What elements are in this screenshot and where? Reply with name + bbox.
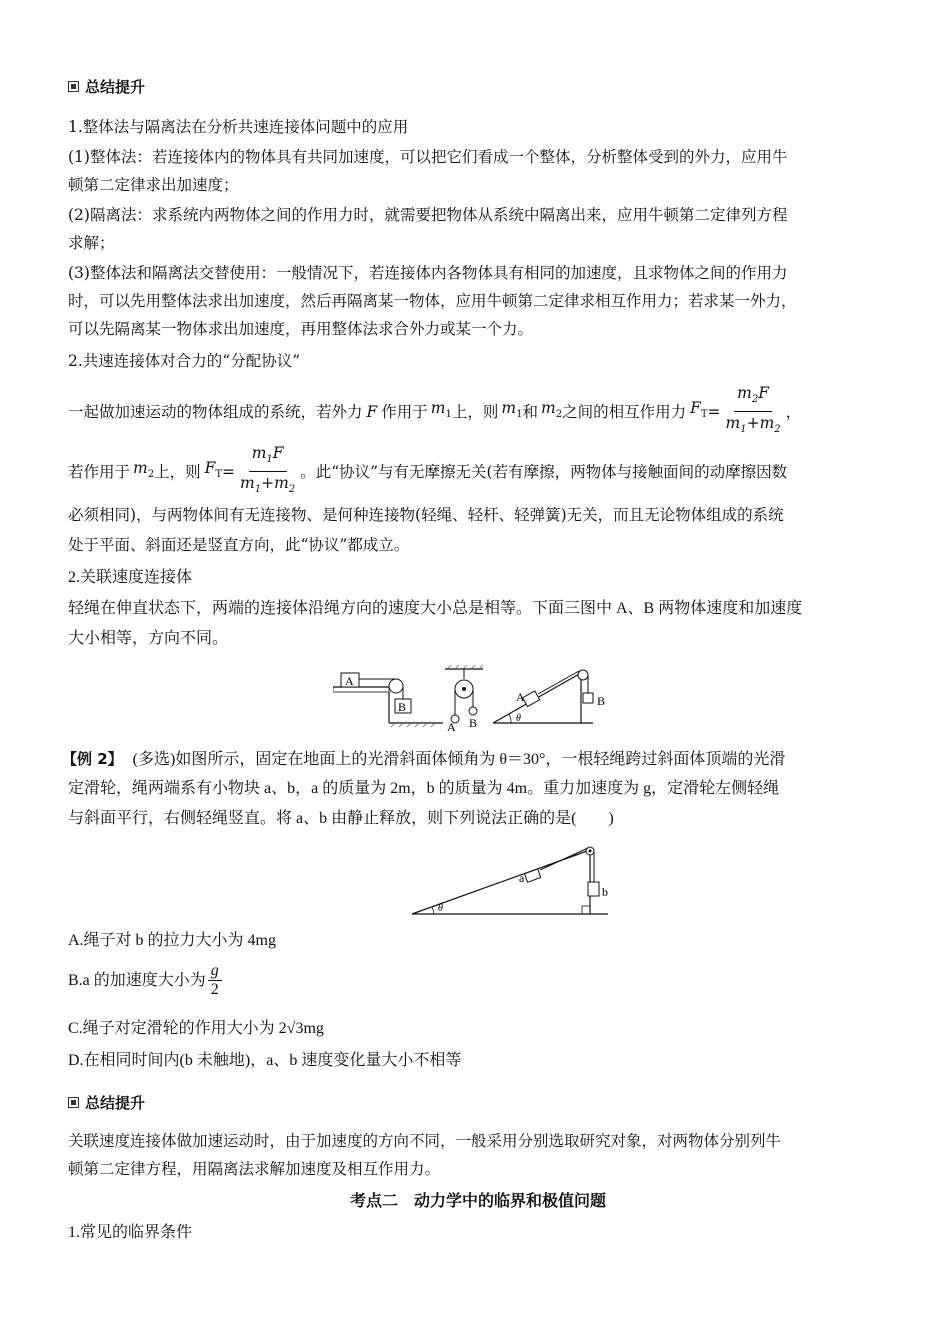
diagram-ceiling-pulley: [445, 665, 483, 734]
section-heading: 2.共速连接体对合力的“分配协议”: [68, 352, 301, 370]
section-heading: 2.关联速度连接体: [68, 569, 193, 586]
summary-header: [68, 76, 145, 97]
paragraph-line: 大小相等，方向不同。: [68, 630, 229, 647]
paragraph-line: 必须相同)，与两物体间有无连接物、是何种连接物(轻绳、轻杆、轻弹簧)无关，而且无论物体组成的系统: [68, 506, 784, 524]
option-C: C.绳子对定滑轮的作用大小为 2√3mg: [68, 1020, 324, 1037]
paragraph-line: 顿第二定律方程，用隔离法求解加速度及相互作用力。: [68, 1160, 441, 1178]
section-title: 考点二 动力学中的临界和极值问题: [349, 1191, 606, 1210]
paragraph-line: (1)整体法：若连接体内的物体具有共同加速度，可以把它们看成一个整体，分析整体受到的外力，应用牛: [68, 148, 788, 166]
paragraph-line: 可以先隔离某一物体求出加速度，再用整体法求合外力或某一个力。: [68, 320, 534, 338]
square-bullet-icon: [68, 1097, 79, 1108]
label-B: B: [469, 716, 478, 730]
paragraph-line: 顿第二定律求出加速度；: [68, 176, 239, 194]
incline-figure: [408, 840, 613, 920]
fraction-g-over-2: $\frac{g}{2}$: [208, 962, 222, 999]
paragraph-line: (3)整体法和隔离法交替使用：一般情况下，若连接体内各物体具有相同的加速度，且求物体之间的作用力: [68, 264, 788, 282]
paragraph-line: 轻绳在伸直状态下，两端的连接体沿绳方向的速度大小总是相等。下面三图中 A、B 两物体速度和加速度: [68, 600, 803, 617]
option-D: D.在相同时间内(b 未触地)，a、b 速度变化量大小不相等: [68, 1052, 462, 1069]
example-tag: 【例 2】: [62, 750, 123, 768]
diagram-table-pulley: [333, 673, 443, 727]
label-B: B: [398, 700, 407, 714]
label-A: A: [345, 674, 354, 688]
formula-line-1: 一起做加速运动的物体组成的系统，若外力 F 作用于 $m_1$ 上，则 $m_1$ 和 $m_2$ 之间的相互作用力 $F_T$ = $\frac{m_2F}{m_1+m_2}$ ，: [68, 382, 801, 441]
paragraph-line: 求解；: [68, 234, 115, 252]
paragraph-line: (2)隔离法：求系统内两物体之间的作用力时，就需要把物体从系统中隔离出来，应用牛顿第二定律列方程: [68, 206, 788, 224]
fraction-m2F: $\frac{m_2F}{m_1+m_2}$: [725, 384, 781, 436]
example-line: 【例 2】 (多选)如图所示，固定在地面上的光滑斜面体倾角为 θ＝30°，一根轻绳跨过斜面体顶端的光滑: [62, 750, 786, 768]
square-bullet-icon: [68, 81, 79, 92]
option-B: B.a 的加速度大小为 $\frac{g}{2}$: [68, 962, 224, 999]
summary-title: 总结提升: [85, 78, 146, 96]
label-theta: θ: [438, 903, 443, 914]
summary-header: [68, 1092, 145, 1113]
section-heading: 1.整体法与隔离法在分析共速连接体问题中的应用: [68, 118, 409, 136]
fraction-m1F: $\frac{m_1F}{m_1+m_2}$: [240, 444, 296, 496]
paragraph-line: 时，可以先用整体法求出加速度，然后再隔离某一物体，应用牛顿第二定律求相互作用力；若求某一外力，: [68, 292, 797, 310]
formula-line-2: 若作用于 $m_2$ 上，则 $F_T$ = $\frac{m_1F}{m_1+m_2}$ 。此“协议”与有无摩擦无关(若有摩擦，两物体与接触面间的动摩擦因数: [68, 442, 787, 501]
pulley-figures: [333, 665, 623, 737]
label-B: B: [597, 694, 606, 708]
label-A: A: [516, 690, 525, 704]
example-line: 与斜面平行，右侧轻绳竖直。将 a、b 由静止释放，则下列说法正确的是( ): [68, 810, 614, 827]
option-A: A.绳子对 b 的拉力大小为 4mg: [68, 932, 277, 949]
label-A: A: [447, 720, 456, 734]
label-a: a: [519, 871, 525, 885]
label-b: b: [602, 885, 608, 899]
section-heading: 1.常见的临界条件: [68, 1224, 193, 1241]
paragraph-line: 处于平面、斜面还是竖直方向，此“协议”都成立。: [68, 536, 410, 554]
example-line: 定滑轮，绳两端系有小物块 a、b，a 的质量为 2m，b 的质量为 4m。重力加速度为 g，定滑轮左侧轻绳: [68, 780, 780, 797]
paragraph-line: 关联速度连接体做加速运动时，由于加速度的方向不同，一般采用分别选取研究对象，对两物体分别列牛: [68, 1132, 782, 1150]
summary-title: 总结提升: [85, 1094, 146, 1112]
diagram-incline-pulley: [493, 670, 605, 724]
label-theta: θ: [516, 713, 521, 724]
